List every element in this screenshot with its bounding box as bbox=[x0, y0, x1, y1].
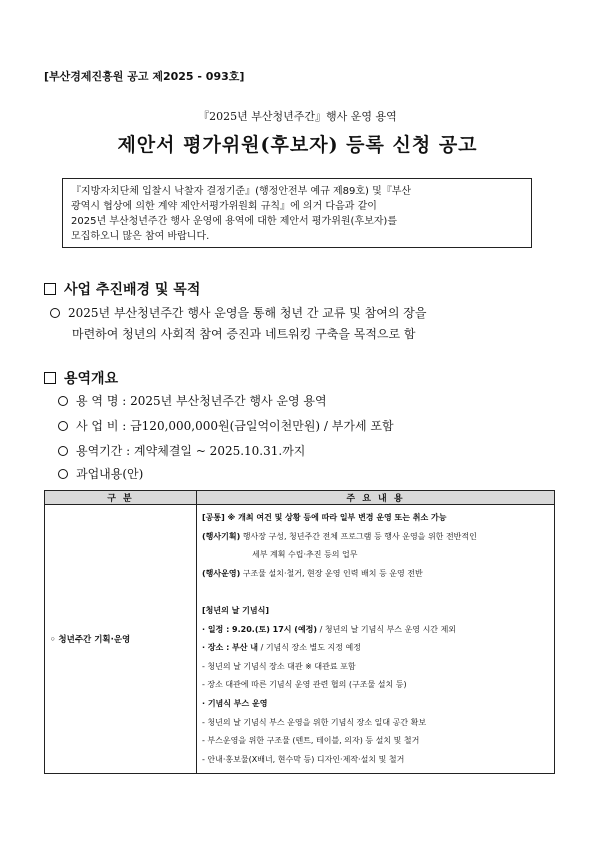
section-heading-text: 용역개요 bbox=[64, 371, 119, 387]
document-subtitle: 『2025년 부산청년주간』행사 운영 용역 bbox=[198, 110, 397, 123]
paragraph-line: 2025년 부산청년주간 행사 운영을 통해 청년 간 교류 및 참여의 장을 bbox=[68, 306, 427, 320]
table-row-label: ◦ 청년주간 기획·운영 bbox=[45, 505, 197, 774]
background-paragraph bbox=[50, 303, 550, 345]
content-line: · 기념식 부스 운영 bbox=[202, 698, 268, 708]
overview-item-text: 사 업 비 : 금120,000,000원(금일억이천만원) / 부가세 포함 bbox=[76, 419, 394, 433]
content-tag: (행사운영) bbox=[202, 568, 241, 578]
content-tag: (행사기획) bbox=[202, 531, 241, 541]
overview-item-text: 용역기간 : 계약체결일 ~ 2025.10.31.까지 bbox=[76, 444, 306, 458]
content-text: / 청년의 날 기념식 부스 운영 시간 제외 bbox=[317, 624, 457, 634]
content-text: / 기념식 장소 별도 지정 예정 bbox=[258, 643, 361, 653]
intro-line: 『지방자치단체 입찰시 낙찰자 결정기준』(행정안전부 예규 제89호) 및『부산 bbox=[71, 186, 412, 197]
content-text: 행사장 구성, 청년주간 전체 프로그램 등 행사 운영을 위한 전반적인 bbox=[240, 531, 477, 541]
content-line: [공통] ※ 개최 여건 및 상황 등에 따라 일부 변경 운영 또는 취소 가능 bbox=[202, 513, 447, 522]
circle-bullet-icon bbox=[58, 396, 68, 406]
intro-line: 2025년 부산청년주간 행사 운영에 용역에 대한 제안서 평가위원(후보자)를 bbox=[71, 216, 397, 227]
table-header-row bbox=[45, 491, 555, 505]
table-row-content bbox=[197, 505, 555, 774]
circle-bullet-icon bbox=[50, 308, 60, 318]
content-line bbox=[202, 565, 549, 584]
circle-bullet-icon bbox=[58, 421, 68, 431]
intro-line: 모집하오니 많은 참여 바랍니다. bbox=[71, 231, 210, 242]
task-table bbox=[44, 490, 555, 774]
checkbox-square-icon bbox=[44, 283, 56, 295]
overview-item bbox=[58, 417, 394, 434]
content-line bbox=[202, 528, 549, 547]
content-tag: · 일정 : 9.20.(토) 17시 (예정) bbox=[202, 624, 318, 634]
content-line: 세부 계획 수립·추진 등의 업무 bbox=[252, 550, 358, 560]
section-heading-background bbox=[44, 279, 200, 299]
table-row bbox=[45, 505, 555, 774]
announcement-number: [부산경제진흥원 공고 제2025 - 093호] bbox=[44, 70, 245, 83]
content-line: - 청년의 날 기념식 부스 운영을 위한 기념식 장소 일대 공간 확보 bbox=[202, 717, 427, 727]
overview-item-text: 과업내용(안) bbox=[76, 467, 144, 481]
overview-item bbox=[58, 465, 143, 482]
content-line: - 청년의 날 기념식 장소 대관 ※ 대관료 포함 bbox=[202, 661, 356, 671]
content-line bbox=[202, 639, 549, 658]
circle-bullet-icon bbox=[58, 446, 68, 456]
section-heading-text: 사업 추진배경 및 목적 bbox=[64, 282, 201, 298]
overview-item bbox=[58, 392, 327, 409]
section-heading-overview bbox=[44, 368, 118, 388]
content-line: [청년의 날 기념식] bbox=[202, 605, 269, 615]
content-line: - 안내·홍보물(X배너, 현수막 등) 디자인·제작·설치 및 철거 bbox=[202, 754, 405, 764]
content-tag: · 장소 : 부산 내 bbox=[202, 643, 259, 653]
checkbox-square-icon bbox=[44, 372, 56, 384]
document-title: 제안서 평가위원(후보자) 등록 신청 공고 bbox=[117, 134, 478, 156]
content-line bbox=[202, 621, 549, 640]
circle-bullet-icon bbox=[58, 469, 68, 479]
content-line: - 장소 대관에 따른 기념식 운영 관련 협의 (구조물 설치 등) bbox=[202, 680, 407, 690]
table-header-category: 구 분 bbox=[45, 491, 197, 505]
content-text: 구조물 설치·철거, 현장 운영 인력 배치 등 운영 전반 bbox=[240, 568, 423, 578]
content-line bbox=[202, 583, 549, 602]
table-header-content: 주 요 내 용 bbox=[197, 491, 555, 505]
overview-item bbox=[58, 442, 305, 459]
intro-box bbox=[62, 178, 532, 248]
content-line: - 부스운영을 위한 구조물 (텐트, 테이블, 의자) 등 설치 및 철거 bbox=[202, 736, 420, 746]
paragraph-line: 마련하여 청년의 사회적 참여 증진과 네트워킹 구축을 목적으로 함 bbox=[72, 327, 416, 341]
intro-line: 광역시 협상에 의한 계약 제안서평가위원회 규칙』에 의거 다음과 같이 bbox=[71, 201, 377, 212]
overview-item-text: 용 역 명 : 2025년 부산청년주간 행사 운영 용역 bbox=[76, 394, 327, 408]
